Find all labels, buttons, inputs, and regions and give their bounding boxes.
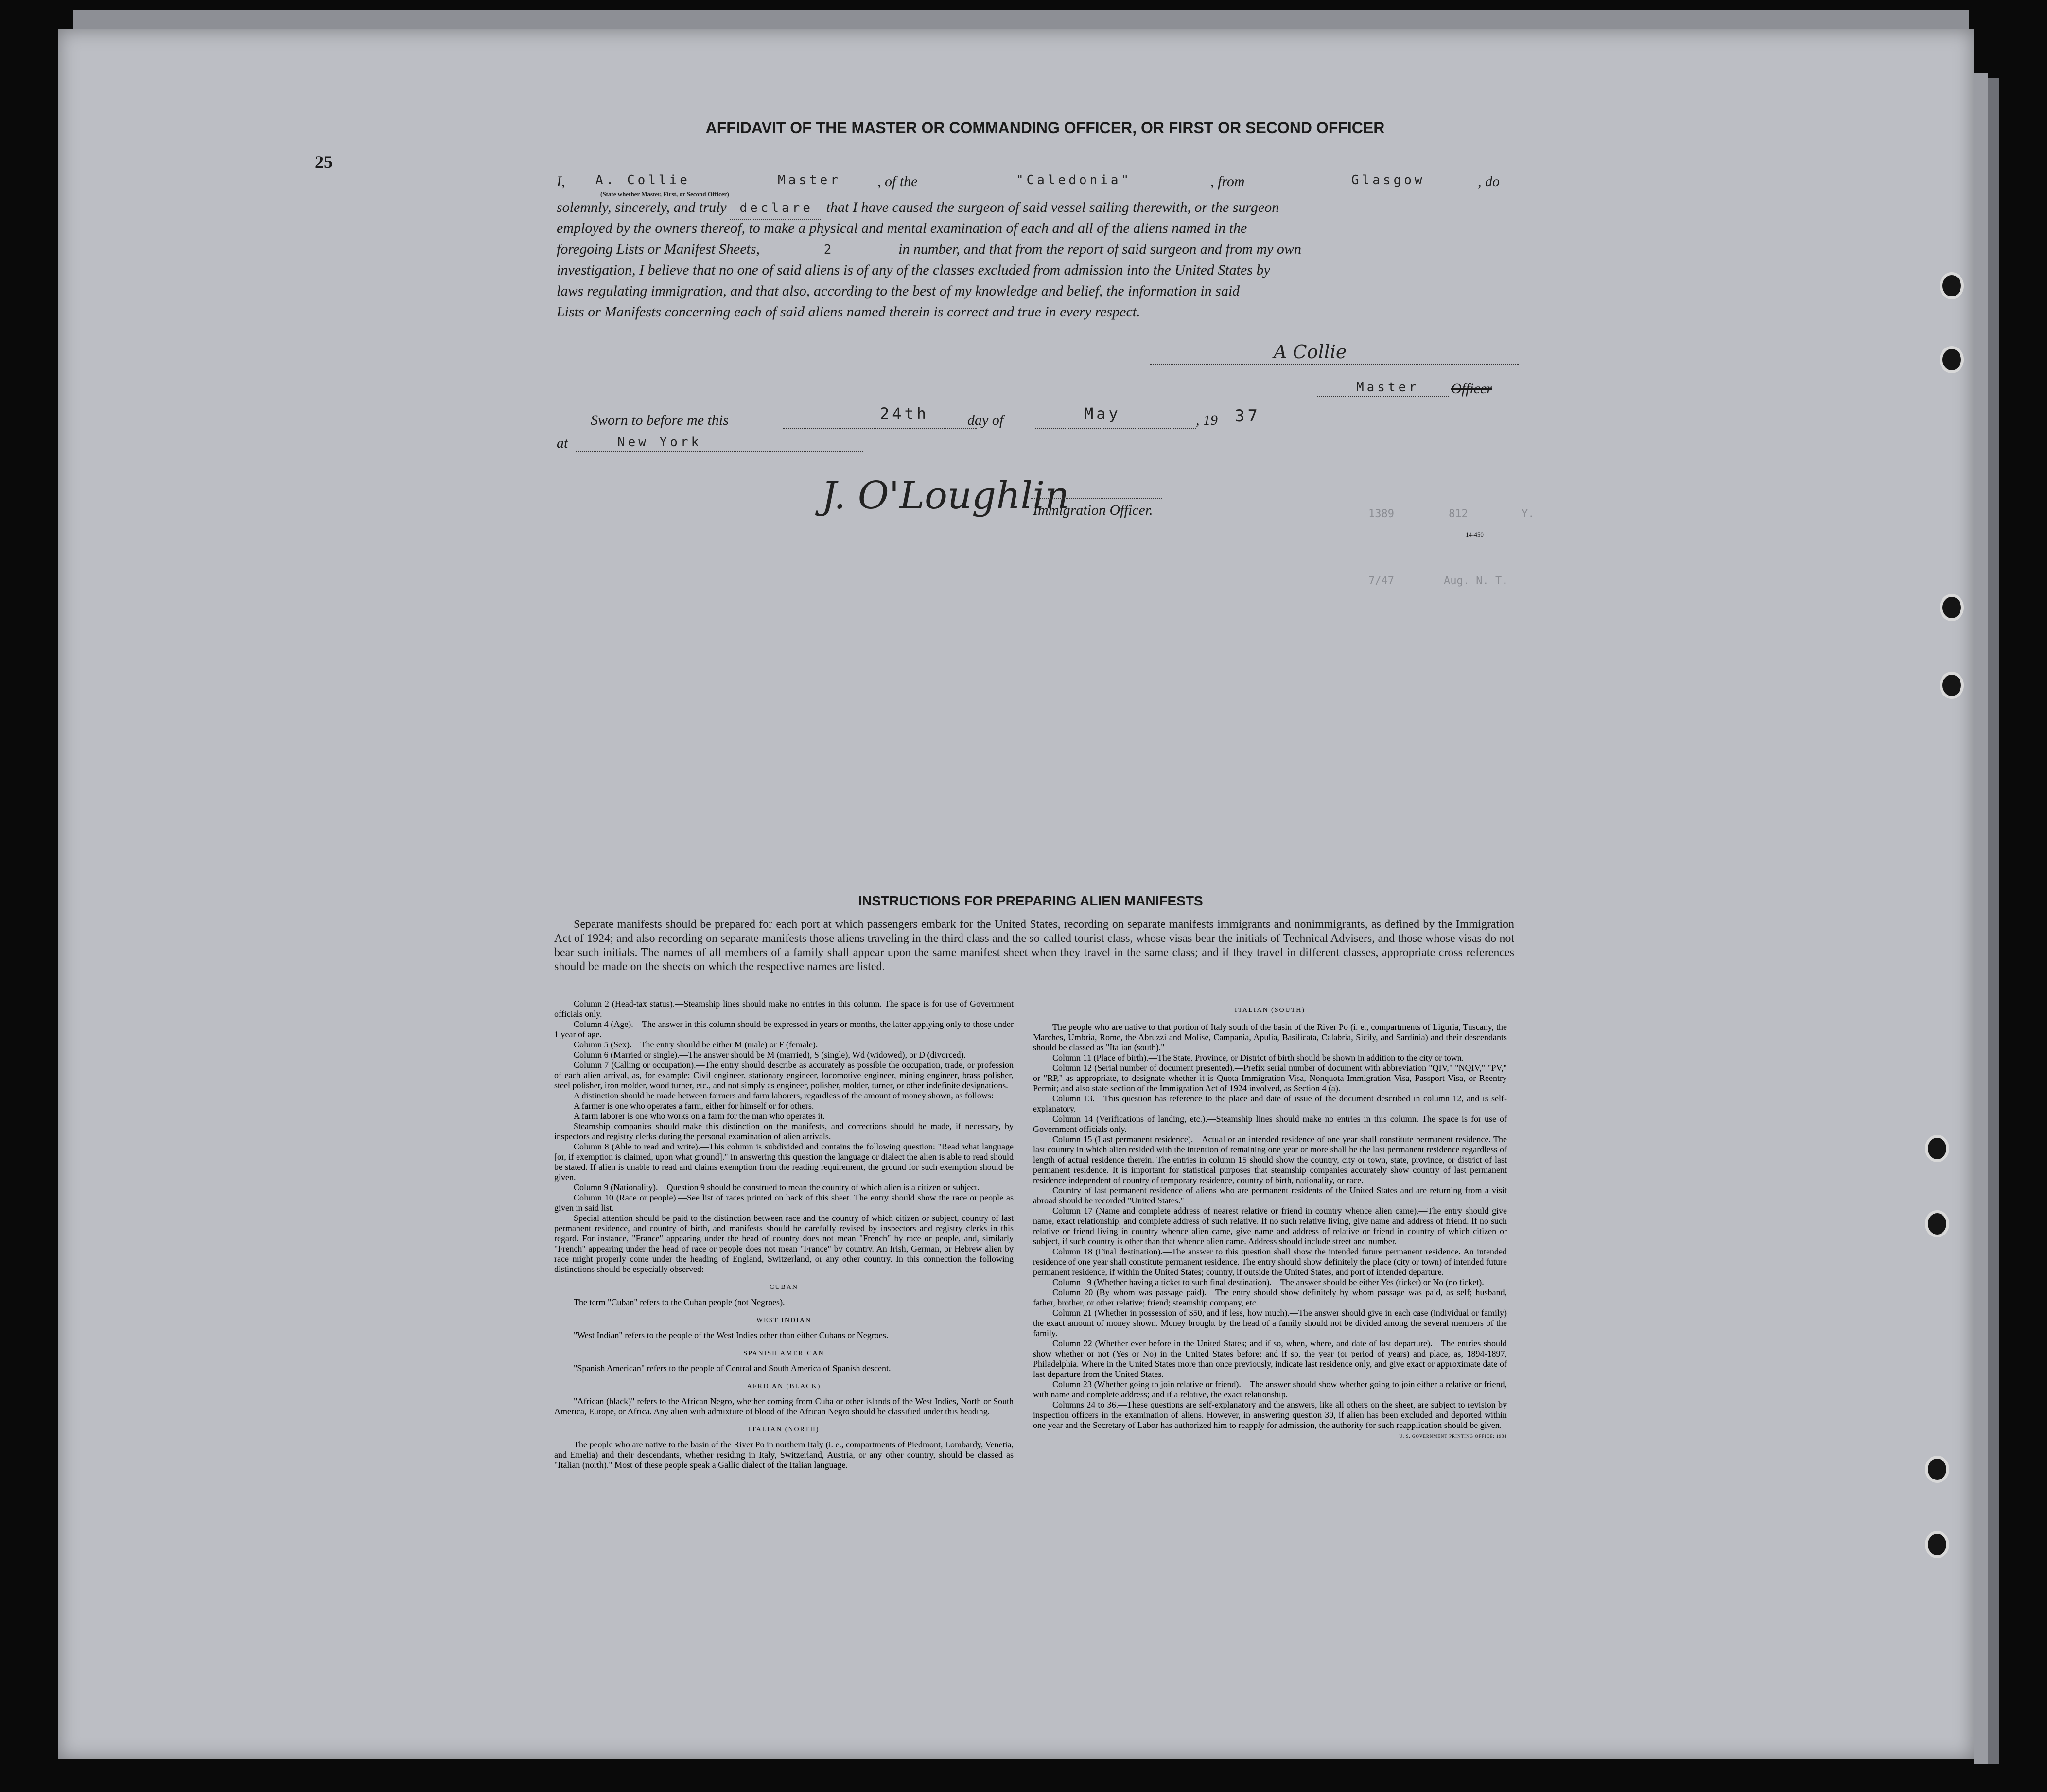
stamp-text: Aug. N. T. xyxy=(1444,575,1508,587)
master-signature: A Collie xyxy=(1274,341,1347,363)
year-prefix: , 19 xyxy=(1196,412,1218,428)
instruction-paragraph: "Spanish American" refers to the people of Central and South America of Spanish descent. xyxy=(574,1363,891,1373)
master-name: A. Collie xyxy=(595,173,690,188)
affidavit-line7: Lists or Manifests concerning each of said aliens named therein is correct and true in every respect. xyxy=(557,304,1140,320)
affidavit-line6: laws regulating immigration, and that also, according to the best of my knowledge and belief, the information in said xyxy=(557,283,1240,299)
instruction-paragraph: Column 5 (Sex).—The entry should be either M (male) or F (female). xyxy=(574,1040,818,1049)
rank-note: (State whether Master, First, or Second Officer) xyxy=(600,191,729,198)
of-the-text: , of the xyxy=(877,174,918,190)
instruction-paragraph: The term "Cuban" refers to the Cuban people (not Negroes). xyxy=(574,1297,785,1307)
instruction-paragraph: The people who are native to that portion of Italy south of the basin of the River Po (i. e., compartments of Liguria, Tuscany, the Marches, Umbria, Rome, the Abruzzi and Molise, Campania, Apulia, Basilicata, Calabria, Sicily, and Sardinia) and their descendants should be classed as "Italian (south)." xyxy=(1033,1022,1507,1052)
instruction-paragraph: "West Indian" refers to the people of the West Indies other than either Cubans or Negroes. xyxy=(574,1330,889,1340)
stamp-text: Y. xyxy=(1522,508,1535,520)
instruction-paragraph: Column 21 (Whether in possession of $50, and if less, how much).—The answer should give in each case (individual or family) the exact amount of money shown. Money brought by the head of a family should not be divided among the several members of the family. xyxy=(1033,1308,1507,1338)
instruction-paragraph: Column 11 (Place of birth).—The State, Province, or District of birth should be shown in addition to the city or town. xyxy=(1052,1053,1464,1062)
instruction-paragraph: Steamship companies should make this distinction on the manifests, and corrections should be made, if necessary, by inspectors and registry clerks during the personal examination of alien arrivals. xyxy=(554,1121,1014,1141)
sworn-month: May xyxy=(1084,404,1121,423)
instruction-paragraph: Country of last permanent residence of aliens who are permanent residents of the United States and are returning from a visit abroad should be recorded "United States." xyxy=(1033,1185,1507,1205)
instruction-paragraph: A distinction should be made between farmers and farm laborers, regardless of the amount of money shown, as follows: xyxy=(574,1091,994,1100)
stamp-text: 7/47 xyxy=(1368,575,1394,587)
stamp-text: 812 xyxy=(1449,508,1468,520)
stacked-pages-edge xyxy=(1974,73,1988,1764)
affidavit-line4b: in number, and that from the report of said surgeon and from my own xyxy=(898,241,1301,257)
instruction-paragraph: Column 9 (Nationality).—Question 9 should be construed to mean the country of which alien is a citizen or subject. xyxy=(574,1183,980,1192)
instruction-paragraph: Column 20 (By whom was passage paid).—The entry should show definitely by whom passage was paid, as self; husband, father, brother, or other relative; friend; steamship company, etc. xyxy=(1033,1287,1507,1307)
binder-hole-icon xyxy=(1940,272,1964,299)
instruction-paragraph: Column 2 (Head-tax status).—Steamship lines should make no entries in this column. The space is for use of Government officials only. xyxy=(554,999,1014,1019)
affidavit-i: I, xyxy=(557,174,565,190)
binder-hole-icon xyxy=(1925,1135,1949,1162)
instruction-paragraph: A farmer is one who operates a farm, either for himself or for others. xyxy=(574,1101,814,1111)
affidavit-line4a: foregoing Lists or Manifest Sheets, xyxy=(557,241,760,257)
form-number: 14-450 xyxy=(1466,531,1484,538)
binder-hole-icon xyxy=(1925,1210,1949,1237)
margin-mark: 25 xyxy=(315,152,332,172)
officer-struck: Officer xyxy=(1451,381,1492,397)
sheet-count: 2 xyxy=(764,240,895,261)
instruction-paragraph: Column 6 (Married or single).—The answer should be M (married), S (single), Wd (widowed), or D (divorced). xyxy=(574,1050,966,1060)
affidavit-title: AFFIDAVIT OF THE MASTER OR COMMANDING OFFICER, OR FIRST OR SECOND OFFICER xyxy=(705,119,1385,137)
port-name: Glasgow xyxy=(1351,173,1425,188)
binder-hole-icon xyxy=(1940,346,1964,373)
sworn-day: 24th xyxy=(880,404,929,423)
master-rank: Master xyxy=(778,173,841,188)
instructions-right-column xyxy=(1033,1005,1507,1442)
page-top-edge xyxy=(73,10,1969,31)
instruction-paragraph: Column 17 (Name and complete address of nearest relative or friend in country whence alien came).—The entry should give name, exact relationship, and complete address of such relative. If no such relative living, give name and address of friend. If no such relative or friend living in country whence alien came, give name and address of relative or friend in country of which citizen or subject, if such country is other than that whence alien came. Address should include street and number. xyxy=(1033,1206,1507,1246)
binder-hole-icon xyxy=(1925,1531,1949,1558)
vessel-name: "Caledonia" xyxy=(1016,173,1132,188)
instruction-paragraph: Column 7 (Calling or occupation).—The entry should describe as accurately as possible the occupation, trade, or profession of each alien arrival, as, for example: Civil engineer, stationary engineer, locomotive engineer, mining engineer, brass polisher, steel polisher, iron molder, wood turner, etc., and not simply as engineer, polisher, molder, turner, or other indefinite designations. xyxy=(554,1060,1014,1090)
instruction-paragraph: Column 22 (Whether ever before in the United States; and if so, when, where, and date of last departure).—The entries should show whether or not (Yes or No) in the United States before; and if so, the year (or period of years) and place, as, 1894-1897, Philadelphia. Where in the United States more than once previously, indicate last residence only, and give exact or approximate date of last departure from the United States. xyxy=(1033,1339,1507,1379)
immigration-officer-signature: J. O'Loughlin xyxy=(822,474,1069,518)
instruction-paragraph: Column 8 (Able to read and write).—This column is subdivided and contains the following question: "Read what language [or, if exemption is claimed, upon what ground]." In answering this question the language or dialect the alien is able to read should be stated. If alien is unable to read and claims exemption from the reading requirement, the ground for such exemption should be given. xyxy=(554,1142,1014,1182)
instruction-paragraph: Special attention should be paid to the distinction between race and the country of which citizen or subject, country of last permanent residence, and country of birth, and manifests should be carefully revised by inspectors and registry clerks in this regard. For instance, "France" appearing under the head of country does not mean "French" by race or people, and, similarly "French" appearing under the head of race or people does not mean "France" by country. An Irish, German, or Hebrew alien by race might properly come under the heading of England, Switzerland, or any other country. In this connection the following distinctions should be especially observed: xyxy=(554,1213,1014,1274)
instructions-title: INSTRUCTIONS FOR PREPARING ALIEN MANIFESTS xyxy=(858,893,1203,908)
affidavit-line2a: solemnly, sincerely, and truly xyxy=(557,199,727,215)
subheading-west-indian: WEST INDIAN xyxy=(756,1317,812,1324)
sworn-text: Sworn to before me this xyxy=(591,412,729,428)
subheading-cuban: CUBAN xyxy=(769,1284,798,1291)
instruction-paragraph: Columns 24 to 36.—These questions are self-explanatory and the answers, like all others on the sheet, are subject to revision by inspection officers in the examination of aliens. However, in answering question 30, if alien has been excluded and deported within one year and the Secretary of Labor has authorized him to reapply for admission, the authority for such reapplication should be given. xyxy=(1033,1400,1507,1430)
do-text: , do xyxy=(1478,174,1500,190)
binder-hole-icon xyxy=(1925,1456,1949,1483)
subheading-italian-north: ITALIAN (NORTH) xyxy=(748,1426,820,1433)
subheading-italian-south: ITALIAN (SOUTH) xyxy=(1234,1007,1306,1014)
instruction-paragraph: Column 18 (Final destination).—The answer to this question shall show the intended future permanent residence. An intended residence of one year shall constitute permanent residence. The entry should show definitely the place (city or town) of intended future permanent residence, if within the United States; country, if outside the United States, and port of intended departure. xyxy=(1033,1247,1507,1277)
printing-office-note: U. S. GOVERNMENT PRINTING OFFICE: 1934 xyxy=(1399,1434,1507,1439)
instruction-paragraph: Column 10 (Race or people).—See list of races printed on back of this sheet. The entry should show the race or people as given in said list. xyxy=(554,1193,1014,1213)
binder-hole-icon xyxy=(1940,594,1964,621)
signer-title: Master xyxy=(1356,380,1419,395)
at-text: at xyxy=(557,435,568,451)
from-text: , from xyxy=(1210,174,1245,190)
affidavit-line5: investigation, I believe that no one of said aliens is of any of the classes excluded from admission into the United States by xyxy=(557,262,1270,278)
stamp-text: 1389 xyxy=(1368,508,1394,520)
sworn-year: 37 xyxy=(1235,406,1260,426)
instruction-paragraph: The people who are native to the basin of the River Po in northern Italy (i. e., compartments of Piedmont, Lombardy, Venetia, and Emelia) and their descendants, whether residing in Italy, Switzerland, Austria, or any other country, should be classed as "Italian (north)." Most of these people speak a Gallic dialect of the Italian language. xyxy=(554,1440,1014,1470)
day-of-text: day of xyxy=(967,412,1004,428)
instructions-intro: Separate manifests should be prepared for each port at which passengers embark for the United States, recording on separate manifests immigrants and nonimmigrants, as defined by the Immigration Act of 1924; and also recording on separate manifests those aliens traveling in the third class and the so-called tourist class, whose visas bear the initials of Technical Advisers, and those whose visas do not bear such initials. The names of all members of a family shall appear upon the same manifest sheet when they travel in the same class; and if they travel in different classes, appropriate cross references should be made on the sheets on which the respective names are listed. xyxy=(554,918,1514,973)
instruction-paragraph: Column 13.—This question has reference to the place and date of issue of the document described in column 12, and is self-explanatory. xyxy=(1033,1094,1507,1113)
sworn-place: New York xyxy=(617,435,702,450)
instruction-paragraph: Column 23 (Whether going to join relative or friend).—The answer should show whether going to join either a relative or friend, with name and complete address; and if a relative, the exact relationship. xyxy=(1033,1379,1507,1399)
instructions-left-column xyxy=(554,999,1014,1470)
instruction-paragraph: Column 14 (Verifications of landing, etc.).—Steamship lines should make no entries in this column. The space is for use of Government officials only. xyxy=(1033,1114,1507,1134)
immigration-officer-label: Immigration Officer. xyxy=(1033,502,1153,518)
instruction-paragraph: Column 15 (Last permanent residence).—Actual or an intended residence of one year shall constitute permanent residence. The last country in which alien resided with the intention of remaining one year or more shall be the last permanent residence regardless of length of actual residence therein. The entries in column 15 should show the country, city or town, state, province, or district of last permanent residence. It is important for statistical purposes that steamship companies accurately show country of last permanent residence independent of country of temporary residence, country of birth, nationality, or race. xyxy=(1033,1134,1507,1185)
subheading-spanish-american: SPANISH AMERICAN xyxy=(743,1350,824,1357)
instruction-paragraph: Column 12 (Serial number of document presented).—Prefix serial number of document with abbreviation "QIV," "NQIV," "PV," or "RP," as appropriate, to designate whether it is Quota Immigration Visa, Nonquota Immigration Visa, Passport Visa, or Reentry Permit; and also state section of the Immigration Act of 1924 involved, as Section 4 (a). xyxy=(1033,1063,1507,1093)
declare-word: declare xyxy=(730,198,822,220)
affidavit-line3: employed by the owners thereof, to make a physical and mental examination of each and all of the aliens named in the xyxy=(557,220,1247,236)
affidavit-line2b: that I have caused the surgeon of said vessel sailing therewith, or the surgeon xyxy=(826,199,1279,215)
instruction-paragraph: Column 19 (Whether having a ticket to such final destination).—The answer should be either Yes (ticket) or No (no ticket). xyxy=(1052,1277,1484,1287)
instruction-paragraph: A farm laborer is one who works on a farm for the man who operates it. xyxy=(574,1111,825,1121)
binder-hole-icon xyxy=(1940,672,1964,699)
subheading-african: AFRICAN (BLACK) xyxy=(747,1383,821,1390)
stacked-pages-edge-dark xyxy=(1988,78,1999,1764)
instruction-paragraph: Column 4 (Age).—The answer in this column should be expressed in years or months, the latter applying only to those under 1 year of age. xyxy=(554,1019,1014,1039)
instruction-paragraph: "African (black)" refers to the African Negro, whether coming from Cuba or other islands of the West Indies, North or South America, Europe, or Africa. Any alien with admixture of blood of the African Negro should be classified under this heading. xyxy=(554,1396,1014,1416)
